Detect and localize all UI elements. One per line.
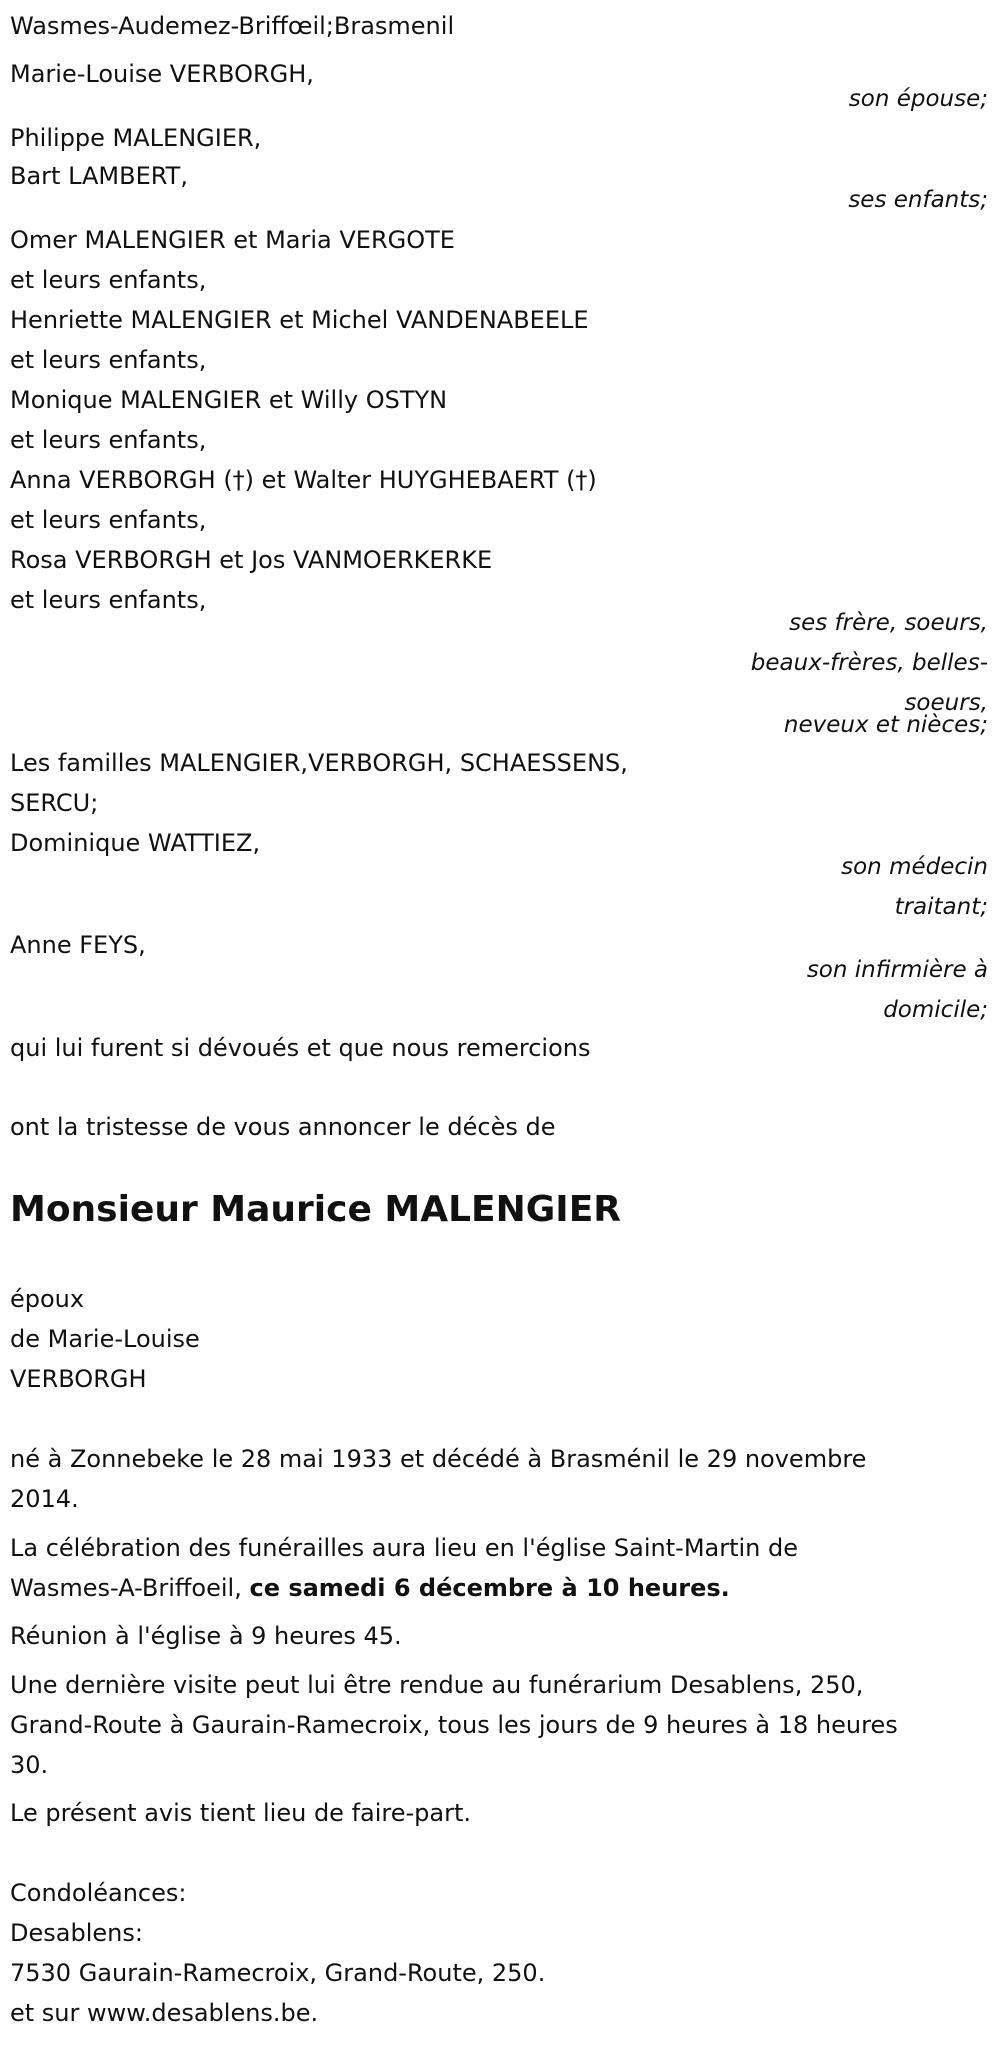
nurse-role: son infirmière à: [806, 957, 988, 983]
funeral-home-address: 7530 Gaurain-Ramecroix, Grand-Route, 250.: [10, 1959, 546, 1987]
siblings-role: beaux-frères, belles-: [750, 650, 988, 676]
funeral-line: La célébration des funérailles aura lieu en l'église Saint-Martin de: [10, 1534, 799, 1562]
sibling-line: et leurs enfants,: [10, 346, 207, 374]
doctor-role: traitant;: [894, 894, 988, 920]
child-name: Bart LAMBERT,: [10, 162, 188, 190]
sibling-line: Rosa VERBORGH et Jos VANMOERKERKE: [10, 546, 493, 574]
funeral-place: Wasmes-A-Briffoeil,: [10, 1574, 250, 1602]
doctor-role: son médecin: [841, 854, 988, 880]
sibling-line: et leurs enfants,: [10, 586, 207, 614]
funeral-home-website: et sur www.desablens.be.: [10, 1999, 319, 2027]
meeting-line: Réunion à l'église à 9 heures 45.: [10, 1622, 402, 1650]
families-line: SERCU;: [10, 789, 99, 817]
deceased-name: Monsieur Maurice MALENGIER: [10, 1189, 622, 1230]
spouse-role: son épouse;: [848, 86, 988, 112]
sibling-line: Henriette MALENGIER et Michel VANDENABEELE: [10, 306, 589, 334]
announcement-intro: ont la tristesse de vous annoncer le décès de: [10, 1113, 556, 1141]
doctor-name: Dominique WATTIEZ,: [10, 829, 261, 857]
siblings-role: ses frère, soeurs,: [789, 610, 988, 636]
siblings-role: soeurs,: [904, 690, 988, 716]
birth-death-line: né à Zonnebeke le 28 mai 1933 et décédé à Brasménil le 29 novembre: [10, 1445, 867, 1473]
location-line: Wasmes-Audemez-Briffœil;Brasmenil: [10, 12, 455, 40]
child-name: Philippe MALENGIER,: [10, 124, 262, 152]
spouse-line: époux: [10, 1285, 85, 1313]
children-role: ses enfants;: [848, 187, 988, 213]
sibling-line: et leurs enfants,: [10, 426, 207, 454]
sibling-line: Anna VERBORGH (†) et Walter HUYGHEBAERT (†): [10, 466, 597, 494]
spouse-line: de Marie-Louise: [10, 1325, 200, 1353]
nurse-role: domicile;: [883, 997, 988, 1023]
funeral-home-name: Desablens:: [10, 1919, 143, 1947]
nurse-name: Anne FEYS,: [10, 931, 146, 959]
birth-death-line: 2014.: [10, 1485, 79, 1513]
spouse-line: VERBORGH: [10, 1365, 147, 1393]
visit-line: Grand-Route à Gaurain-Ramecroix, tous les jours de 9 heures à 18 heures: [10, 1711, 898, 1739]
sibling-line: Omer MALENGIER et Maria VERGOTE: [10, 226, 455, 254]
thanks-line: qui lui furent si dévoués et que nous remercions: [10, 1034, 591, 1062]
visit-line: Une dernière visite peut lui être rendue au funérarium Desablens, 250,: [10, 1671, 864, 1699]
spouse-name: Marie-Louise VERBORGH,: [10, 60, 314, 88]
sibling-line: et leurs enfants,: [10, 266, 207, 294]
visit-line: 30.: [10, 1751, 49, 1779]
condolences-heading: Condoléances:: [10, 1879, 187, 1907]
notice-line: Le présent avis tient lieu de faire-part.: [10, 1799, 472, 1827]
siblings-role: neveux et nièces;: [783, 712, 988, 738]
funeral-line: [10, 1568, 730, 1608]
funeral-date: ce samedi 6 décembre à 10 heures.: [249, 1574, 730, 1602]
sibling-line: et leurs enfants,: [10, 506, 207, 534]
sibling-line: Monique MALENGIER et Willy OSTYN: [10, 386, 448, 414]
families-line: Les familles MALENGIER,VERBORGH, SCHAESSENS,: [10, 749, 628, 777]
